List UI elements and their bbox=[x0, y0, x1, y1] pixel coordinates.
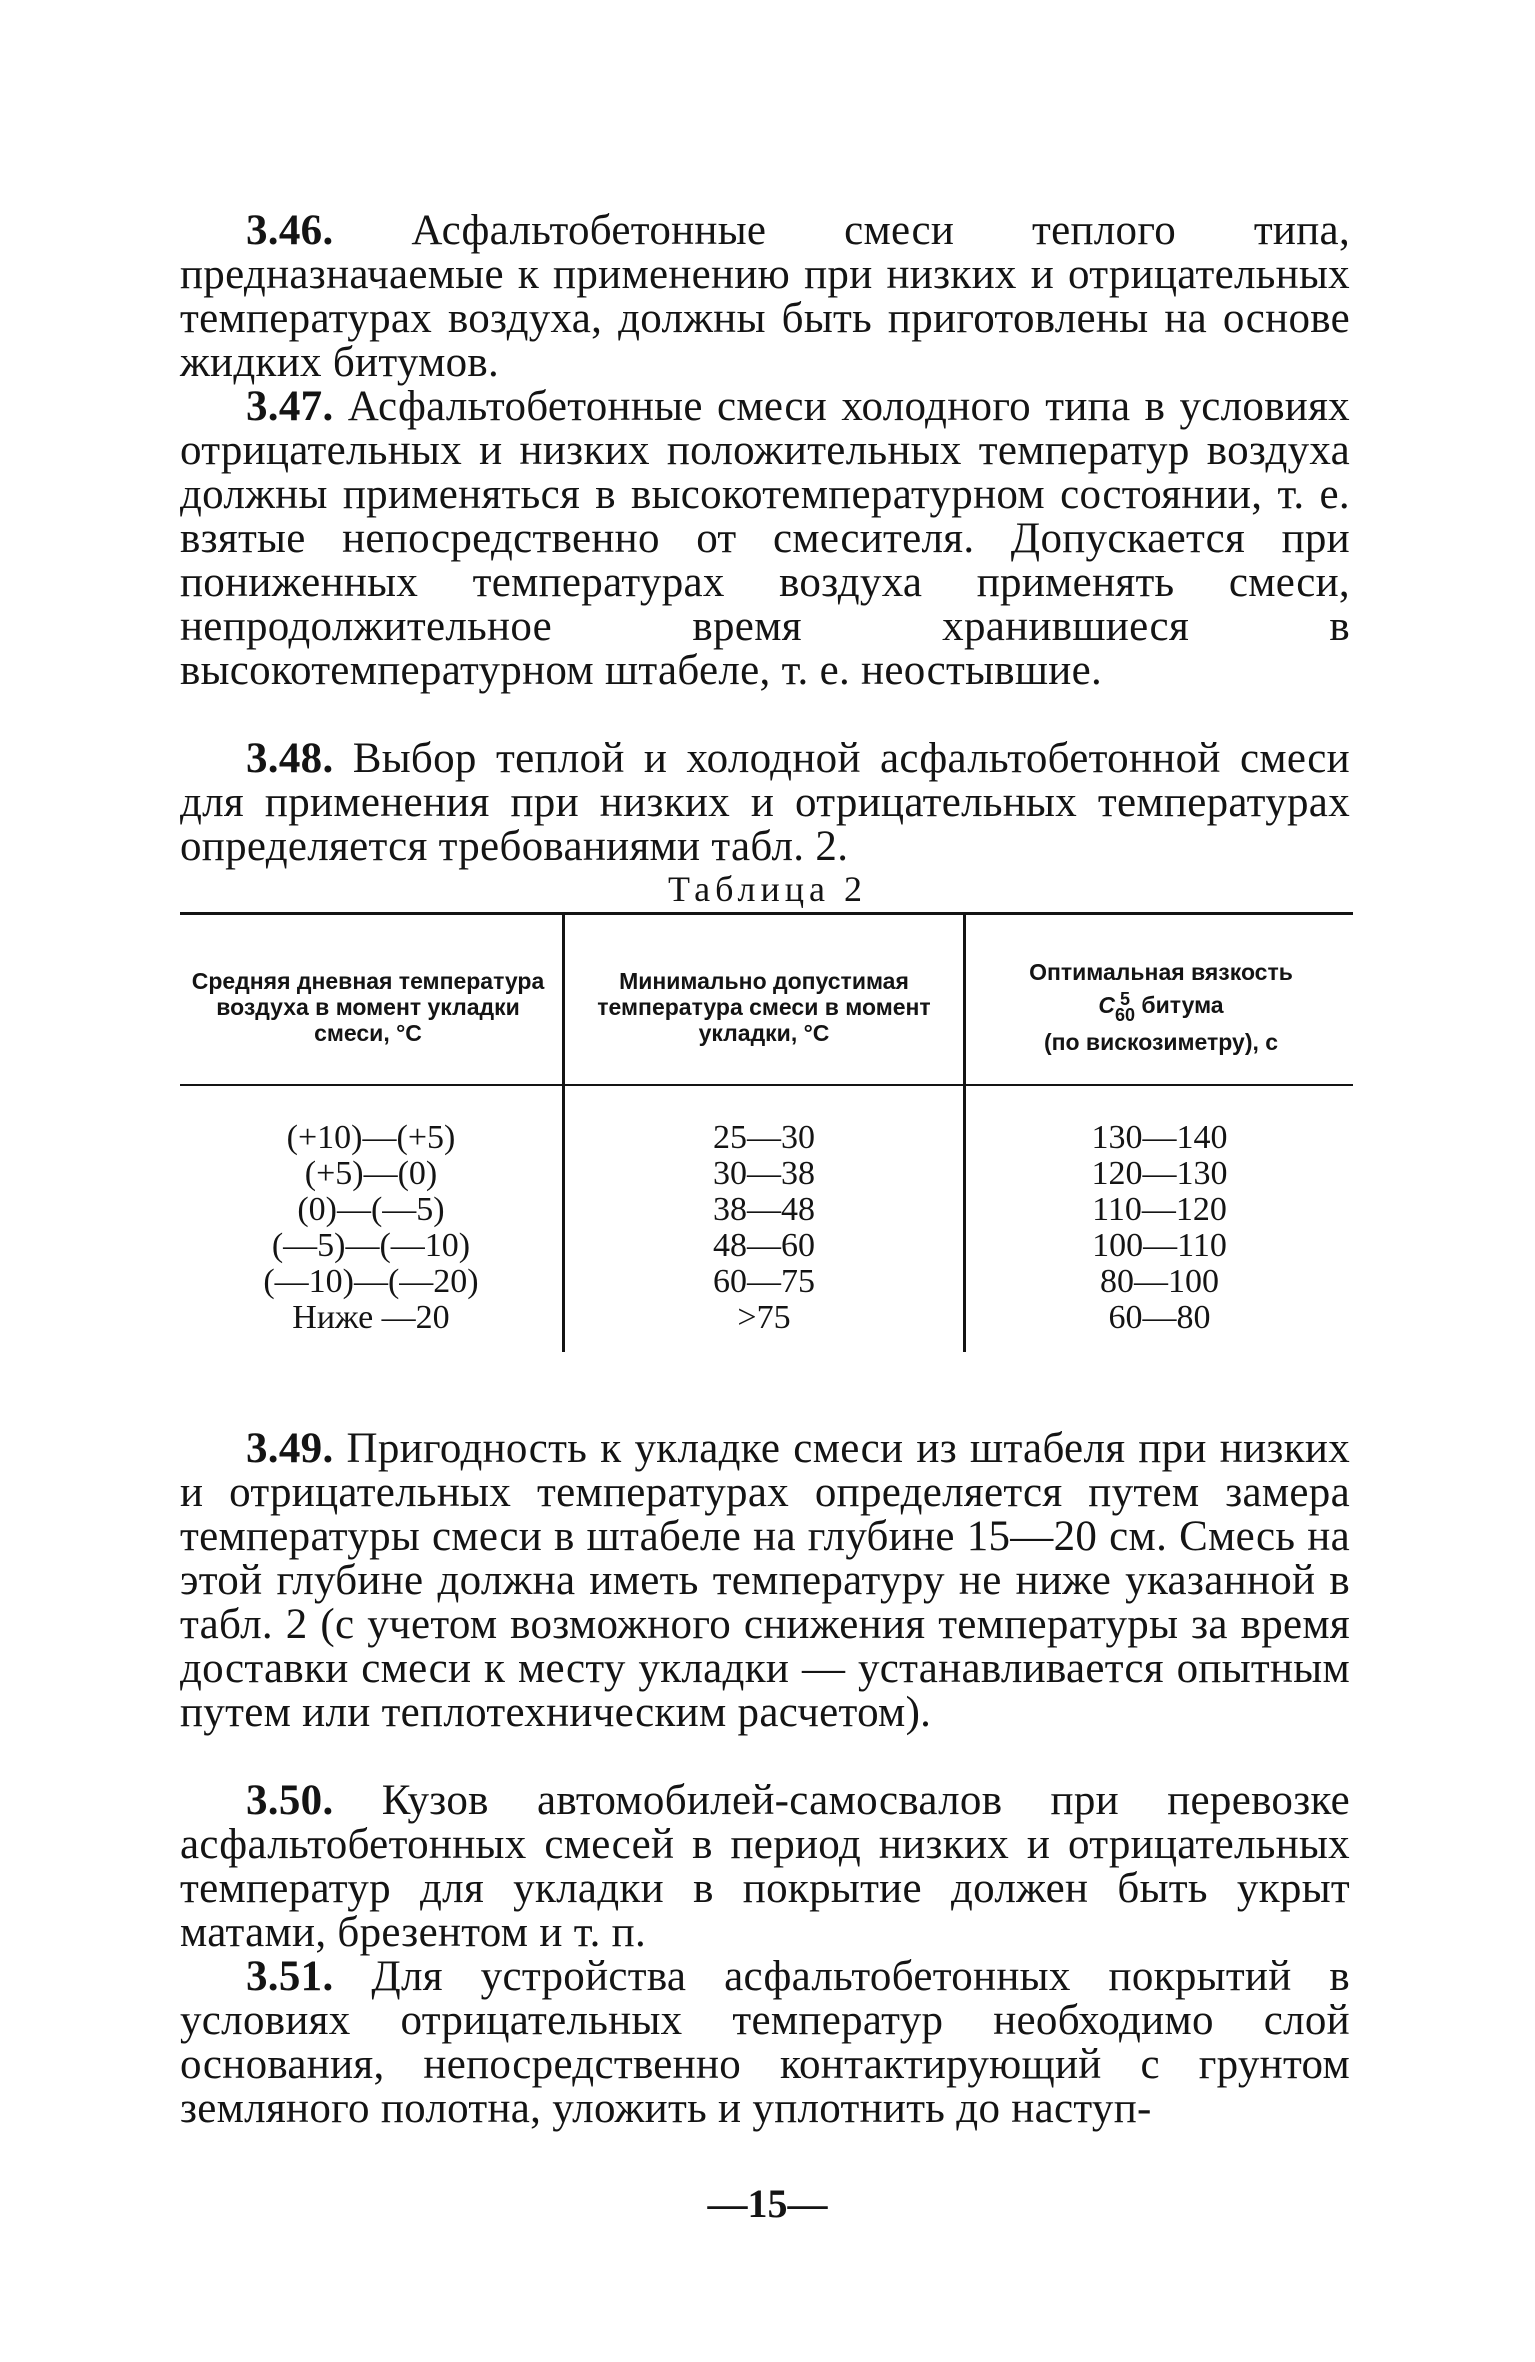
data-table bbox=[180, 912, 1353, 1352]
table-cell: 30—38 bbox=[713, 1155, 815, 1192]
table-cell: (+10)—(+5) bbox=[286, 1119, 456, 1156]
table-column-min-mix-temperature bbox=[565, 1120, 963, 1336]
paragraph-3-51: 3.51. Для устройства асфальтобетонных покрытий в условиях отрицательных температур необходимо слой основания, непосредственно контактирующий с грунтом земляного полотна, уложить и уплотнить до наступ- bbox=[180, 1953, 1350, 2132]
table-cell: 100—110 bbox=[1092, 1227, 1227, 1264]
table-cell: 120—130 bbox=[1091, 1155, 1228, 1192]
table-header-optimal-viscosity: Оптимальная вязкость C 5 60 битума (по вискозиметру), с bbox=[1029, 959, 1293, 1055]
paragraph-3-49: 3.49. Пригодность к укладке смеси из штабеля при низких и отрицательных температурах определяется путем замера температуры смеси в штабеле на глубине 15—20 см. Смесь на этой глубине должна иметь температуру не ниже указанной в табл. 2 (с учетом возможного снижения температуры за время доставки смеси к месту укладки — устанавливается опытным путем или теплотехническим расчетом). bbox=[180, 1425, 1350, 1736]
table-cell: 110—120 bbox=[1092, 1191, 1227, 1228]
table-cell: Ниже —20 bbox=[292, 1299, 450, 1336]
table-cell: 130—140 bbox=[1091, 1119, 1228, 1156]
table-header-rule bbox=[180, 1084, 1353, 1086]
table-cell: 80—100 bbox=[1100, 1263, 1219, 1300]
table-cell: (—5)—(—10) bbox=[271, 1227, 471, 1264]
table-cell: (+5)—(0) bbox=[304, 1155, 438, 1192]
paragraph-3-46: 3.46. Асфальтобетонные смеси теплого типа, предназначаемые к применению при низких и отрицательных температурах воздуха, должны быть приготовлены на основе жидких битумов. bbox=[180, 207, 1350, 386]
table-column-air-temperature bbox=[180, 1120, 562, 1336]
table-caption: Таблица 2 bbox=[668, 869, 867, 909]
table-cell: >75 bbox=[737, 1299, 791, 1336]
table-cell: (—10)—(—20) bbox=[263, 1263, 479, 1300]
table-cell: (0)—(—5) bbox=[297, 1191, 445, 1228]
table-cell: 60—75 bbox=[713, 1263, 815, 1300]
paragraph-3-50: 3.50. Кузов автомобилей-самосвалов при перевозке асфальтобетонных смесей в период низких и отрицательных температур для укладки в покрытие должен быть укрыт матами, брезентом и т. п. bbox=[180, 1777, 1350, 1956]
table-cell: 48—60 bbox=[713, 1227, 815, 1264]
table-cell: 38—48 bbox=[713, 1191, 815, 1228]
table-column-optimal-viscosity bbox=[966, 1120, 1353, 1336]
page-number: —15— bbox=[707, 2181, 828, 2226]
table-header-min-mix-temperature: Минимально допустимая температура смеси в момент укладки, °С bbox=[597, 968, 931, 1046]
paragraph-3-48: 3.48. Выбор теплой и холодной асфальтобетонной смеси для применения при низких и отрицательных температурах определяется требованиями табл. 2. bbox=[180, 735, 1350, 870]
paragraph-3-47: 3.47. Асфальтобетонные смеси холодного типа в условиях отрицательных и низких положительных температур воздуха должны применяться в высокотемпературном состоянии, т. е. взятые непосредственно от смесителя. Допускается при пониженных температурах воздуха применять смеси, непродолжительное время хранившиеся в высокотемпературном штабеле, т. е. неостывшие. bbox=[180, 383, 1350, 694]
table-top-rule bbox=[180, 912, 1353, 915]
table-header-air-temperature: Средняя дневная температура воздуха в момент укладки смеси, °С bbox=[191, 968, 545, 1046]
table-cell: 60—80 bbox=[1108, 1299, 1211, 1336]
table-cell: 25—30 bbox=[713, 1119, 815, 1156]
